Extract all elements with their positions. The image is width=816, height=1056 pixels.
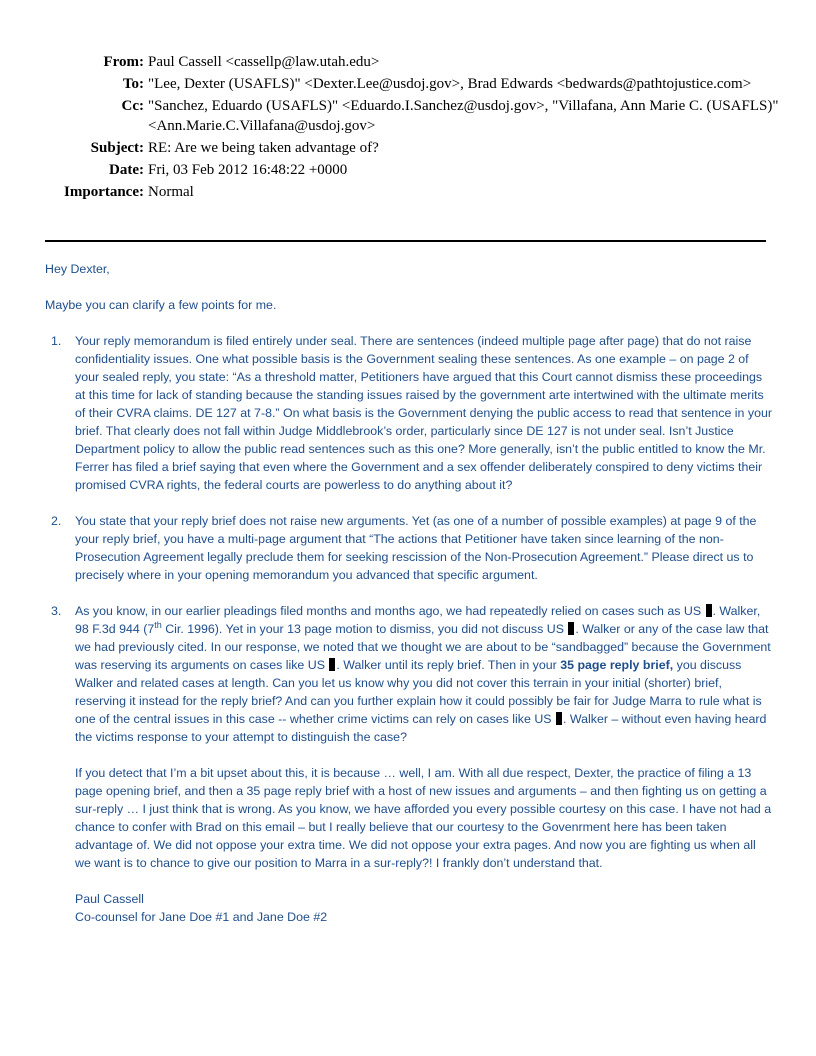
importance-row [40, 182, 780, 202]
closing-paragraph: If you detect that I’m a bit upset about this, it is because … well, I am. With all due respect, Dexter, the practice of filing a 13 page opening brief, and then a 35 page reply brief with a host of new issues and arguments – and then fighting us on getting a sur-reply … I just think that is wrong. As you know, we have afforded you every possible courtesy on this case. I have not had a chance to confer with Brad on this email – but I really believe that our courtesy to the Govenrment here has been taken advantage of. We did not oppose your extra time. We did not oppose your extra pages. And now you are fighting us when all we want is to chance to give our position to Marra in a sur-reply?! I frankly don’t understand that. [75, 766, 772, 870]
list-item-text: You state that your reply brief does not raise new arguments. Yet (as one of a number of possible examples) at page 9 of the your reply brief, you have a multi-page argument that “The actions that Petitioner have taken since learning of the non-Prosecution Agreement legally preclude them for seeking rescission of the Non-Prosecution Agreement.” Please direct us to precisely where in your opening memorandum you advanced that specific argument. [75, 514, 757, 582]
list-item-1 [51, 332, 775, 494]
cc-row [40, 96, 780, 136]
intro-line: Maybe you can clarify a few points for me. [45, 298, 277, 312]
list-number: 1. [51, 334, 62, 348]
text-run: . Walker, 98 F.3d 944 (7 [75, 604, 761, 636]
redaction-box [556, 712, 562, 725]
subject-row [40, 138, 780, 158]
to-label: To: [122, 76, 144, 92]
cc-value: "Sanchez, Eduardo (USAFLS)" <Eduardo.I.Sanchez@usdoj.gov>, "Villafana, Ann Marie C. (USAFLS)" <Ann.Marie.C.Villafana@usdoj.gov> [148, 98, 779, 134]
from-label: From: [103, 54, 144, 70]
email-header [40, 52, 780, 204]
email-body [45, 260, 775, 926]
date-label: Date: [109, 162, 144, 178]
date-value: Fri, 03 Feb 2012 16:48:22 +0000 [148, 162, 348, 178]
signature-title: Co-counsel for Jane Doe #1 and Jane Doe #2 [75, 910, 328, 924]
superscript: th [154, 619, 162, 630]
bold-text: 35 page reply brief, [560, 658, 674, 672]
cc-label: Cc: [121, 98, 144, 114]
redaction-box [568, 622, 574, 635]
subject-label: Subject: [90, 140, 144, 156]
greeting: Hey Dexter, [45, 262, 110, 276]
importance-label: Importance: [64, 184, 144, 200]
list-item-text [75, 602, 775, 746]
redaction-box [329, 658, 335, 671]
list-number: 3. [51, 604, 62, 618]
signature-name: Paul Cassell [75, 892, 144, 906]
text-run: . Walker – without even having heard the victims response to your attempt to distinguish the case? [75, 712, 767, 744]
text-run: you discuss Walker and related cases at length. Can you let us know why you did not cover this terrain in your initial (shorter) brief, reserving it instead for the reply brief? And can you further explain how it could possibly be fair for Judge Marra to rule what is one of the central issues in this case -- whether crime victims can rely on cases like US [75, 658, 762, 726]
list-item-2 [51, 512, 775, 584]
text-run: As you know, in our earlier pleadings filed months and months ago, we had repeatedly relied on cases such as US [75, 604, 705, 618]
list-item-3 [51, 602, 775, 746]
from-row [40, 52, 780, 72]
text-run: . Walker or any of the case law that we had previously cited. In our response, we noted that we thought we are about to be “sandbagged” because the Government was reserving its arguments on cases like US [75, 622, 771, 672]
list-number: 2. [51, 514, 62, 528]
list-item-text: Your reply memorandum is filed entirely under seal. There are sentences (indeed multiple page after page) that do not raise confidentiality issues. One what possible basis is the Government sealing these sentences. As one example – on page 2 of your sealed reply, you state: “As a threshold matter, Petitioners have argued that this Court cannot dismiss these proceedings at this time for lack of standing because the standing issues raised by the government arte intertwined with the ultimate merits of their CVRA claims. DE 127 at 7-8.” On what basis is the Government denying the public access to read that sentence in your brief. That clearly does not fall within Judge Middlebrook’s order, particularly since DE 127 is not under seal. Isn’t Justice Department policy to allow the public read sentences such as this one? More generally, isn’t the public entitled to know the Mr. Ferrer has filed a brief saying that even where the Government and a sex offender deliberately conspired to deny victims their promised CVRA rights, the federal courts are powerless to do anything about it? [75, 334, 772, 492]
header-divider [45, 240, 766, 242]
text-run: Cir. 1996). Yet in your 13 page motion to dismiss, you did not discuss US [161, 622, 568, 636]
redaction-box [706, 604, 712, 617]
date-row [40, 160, 780, 180]
text-run: . Walker until its reply brief. Then in your [336, 658, 561, 672]
to-row [40, 74, 780, 94]
to-value: "Lee, Dexter (USAFLS)" <Dexter.Lee@usdoj.gov>, Brad Edwards <bedwards@pathtojustice.com> [148, 76, 752, 92]
from-value: Paul Cassell <cassellp@law.utah.edu> [148, 54, 380, 70]
importance-value: Normal [148, 184, 194, 200]
subject-value: RE: Are we being taken advantage of? [148, 140, 379, 156]
